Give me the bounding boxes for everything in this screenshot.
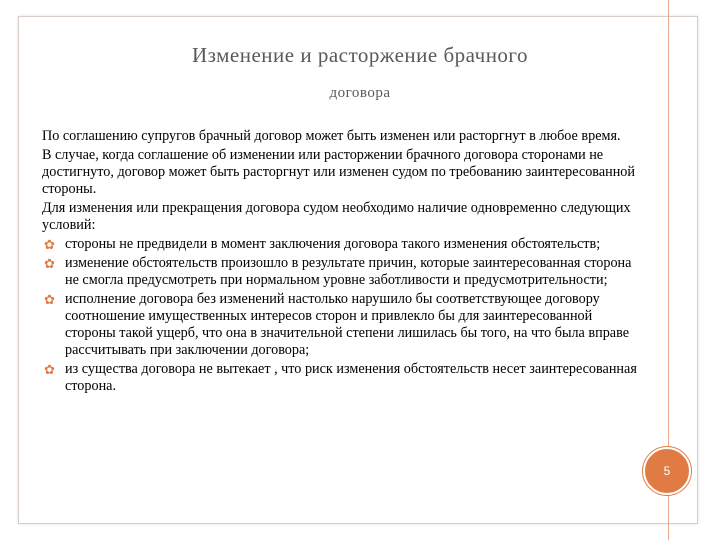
flower-bullet-icon: ✿ (44, 237, 55, 252)
slide-body (42, 128, 642, 397)
paragraph: Для изменения или прекращения договора судом необходимо наличие одновременно следующих условий: (42, 200, 631, 233)
bullet-text: из существа договора не вытекает , что риск изменения обстоятельств несет заинтересованная сторона. (65, 361, 637, 394)
bullet-text: стороны не предвидели в момент заключения договора такого изменения обстоятельств; (65, 236, 601, 252)
paragraph: По соглашению супругов брачный договор может быть изменен или расторгнут в любое время. (42, 128, 621, 144)
paragraph: В случае, когда соглашение об изменении или расторжении брачного договора сторонами не достигнуто, договор может быть расторгнут или изменен судом по требованию заинтересованной стороны. (42, 147, 635, 197)
slide-title-line-2: договора (329, 85, 391, 101)
page-number-badge: 5 (643, 447, 691, 495)
flower-bullet-icon: ✿ (44, 256, 55, 271)
bullet-item (42, 361, 642, 395)
flower-bullet-icon: ✿ (44, 362, 55, 377)
flower-bullet-icon: ✿ (44, 292, 55, 307)
bullet-item (42, 236, 642, 253)
slide-title-line-1: Изменение и расторжение брачного (191, 43, 529, 67)
bullet-text: изменение обстоятельств произошло в результате причин, которые заинтересованная сторона не смогла предусмотреть при нормальном уровне заботливости и предусмотрительности; (65, 255, 632, 288)
bullet-text: исполнение договора без изменений настолько нарушило бы соответствующее договору соотношение имущественных интересов сторон и привлекло бы для заинтересованной стороны такой ущерб, что она в значительной степени лишилась бы того, на что была вправе рассчитывать при заключении договора; (65, 291, 629, 358)
bullet-item (42, 255, 642, 289)
bullet-item (42, 291, 642, 359)
